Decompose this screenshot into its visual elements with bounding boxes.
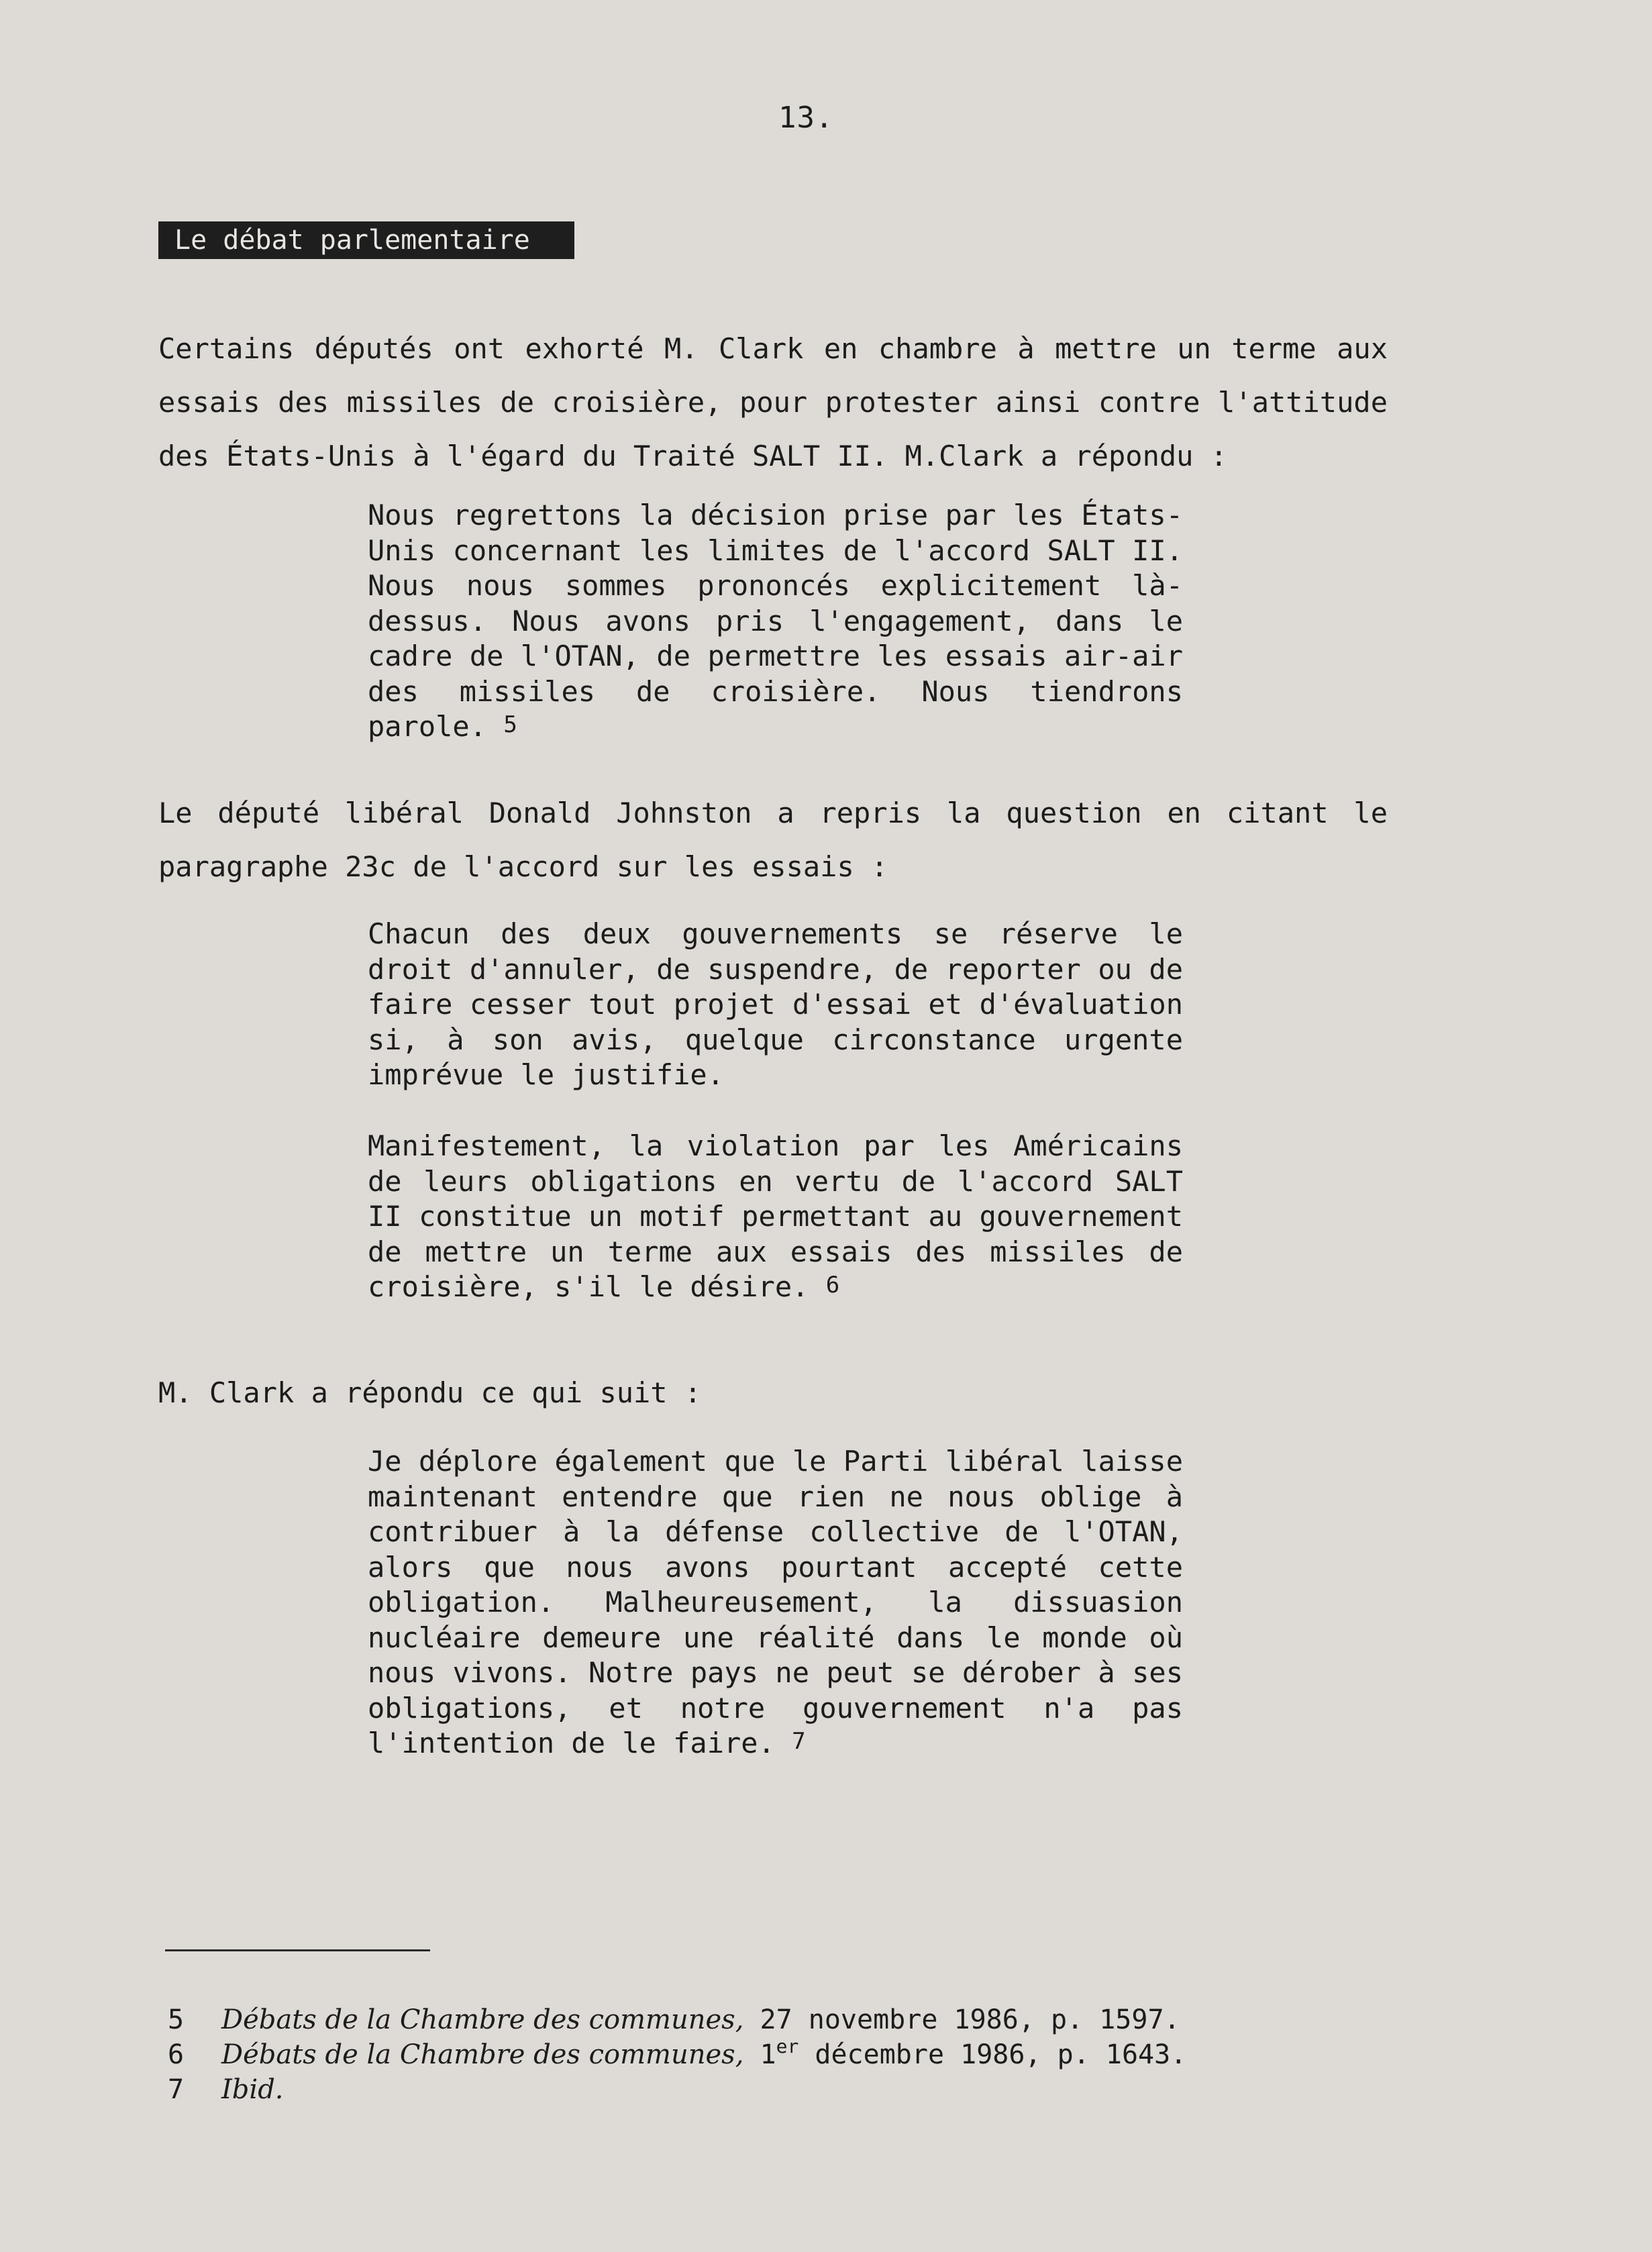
quote-accord-23c-text: Chacun des deux gouvernements se réserve le droit d'annuler, de suspendre, de reporter ou de faire cesser tout projet d'essai et d'évaluation si, à son avis, quelque circonstance urgente imprévue le justifie. — [368, 917, 1183, 1091]
footnote-7 — [168, 2072, 284, 2107]
footnote-divider — [165, 1949, 430, 1951]
paragraph-johnston — [158, 786, 1388, 894]
paragraph-clark-reply — [158, 1366, 1388, 1420]
paragraph-johnston-text: Le député libéral Donald Johnston a repris la question en citant le paragraphe 23c de l'accord sur les essais : — [158, 797, 1388, 883]
quote-clark-2-text: Je déplore également que le Parti libéral laisse maintenant entendre que rien ne nous oblige à contribuer à la défense collective de l'OTAN, alors que nous avons pourtant accepté cette obligation. Malheureusement, la dissuasion nucléaire demeure une réalité dans le monde où nous vivons. Notre pays ne peut se dérober à ses obligations, et notre gouvernement n'a pas l'intention de le faire. — [368, 1445, 1183, 1759]
quote-johnston — [368, 1129, 1183, 1307]
footnote-number: 7 — [168, 2074, 185, 2105]
footnote-source: Ibid. — [221, 2074, 284, 2105]
footnote-5 — [168, 2002, 1180, 2037]
section-heading: Le débat parlementaire — [158, 221, 574, 259]
footnote-number: 6 — [168, 2039, 185, 2070]
paragraph-intro — [158, 322, 1388, 483]
paragraph-clark-reply-text: M. Clark a répondu ce qui suit : — [158, 1376, 702, 1409]
quote-johnston-text: Manifestement, la violation par les Américains de leurs obligations en vertu de l'accord SALT II constitue un motif permettant au gouvernement de mettre un terme aux essais des missiles de croisière, s'il le désire. — [368, 1129, 1183, 1303]
quote-clark-1-text: Nous regrettons la décision prise par les États-Unis concernant les limites de l'accord SALT II. Nous nous sommes prononcés explicitement là-dessus. Nous avons pris l'engagement, dans le cadre de l'OTAN, de permettre les essais air-air des missiles de croisière. Nous tiendrons parole. — [368, 499, 1183, 743]
footnote-6 — [168, 2037, 1186, 2075]
footnote-number: 5 — [168, 2004, 185, 2035]
footnote-ref-5[interactable]: 5 — [503, 711, 517, 738]
footnote-source: Débats de la Chambre des communes, — [221, 2039, 744, 2070]
footnote-ref-6[interactable]: 6 — [825, 1272, 840, 1298]
footnote-ref-7[interactable]: 7 — [792, 1728, 806, 1755]
quote-accord-23c — [368, 917, 1183, 1093]
footnote-detail-pre: 1 — [743, 2039, 776, 2070]
quote-clark-2 — [368, 1444, 1183, 1763]
page-number: 13. — [778, 101, 834, 135]
footnote-source: Débats de la Chambre des communes, — [221, 2004, 744, 2035]
footnote-detail: 27 novembre 1986, p. 1597. — [743, 2004, 1180, 2035]
quote-clark-1 — [368, 498, 1183, 747]
paragraph-intro-text: Certains députés ont exhorté M. Clark en chambre à mettre un terme aux essais des missiles de croisière, pour protester ainsi contre l'attitude des États-Unis à l'égard du Traité SALT II. M.Clark a répondu : — [158, 332, 1388, 472]
footnote-detail-superscript: er — [776, 2035, 799, 2057]
footnote-detail-post: décembre 1986, p. 1643. — [798, 2039, 1187, 2070]
